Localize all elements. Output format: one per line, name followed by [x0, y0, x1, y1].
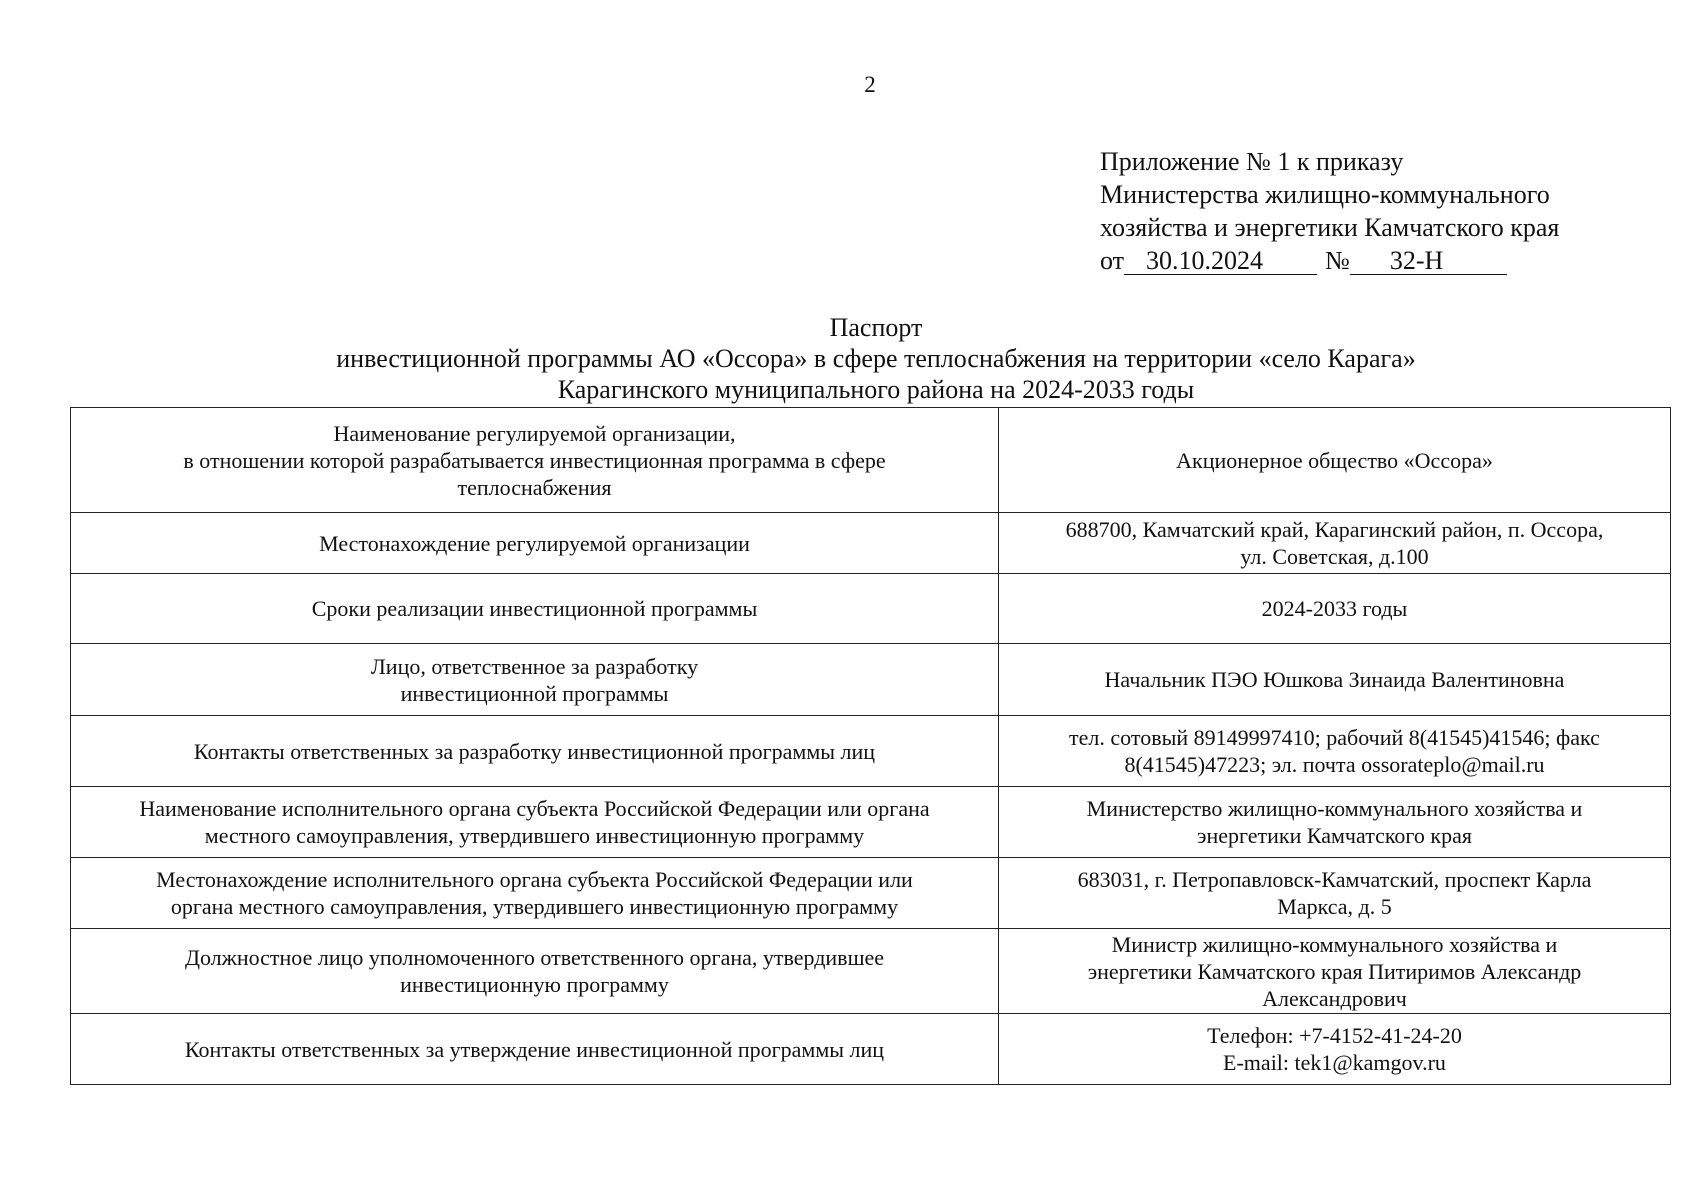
order-number: 32-Н [1350, 248, 1507, 275]
row-value: Министр жилищно-коммунального хозяйства и энергетики Камчатского края Питиримов Александр Александрович [999, 929, 1671, 1014]
row-value: 2024-2033 годы [999, 574, 1671, 644]
table-row [71, 574, 1671, 644]
title-line-1: Паспорт [829, 313, 923, 342]
row-label: Лицо, ответственное за разработку инвестиционной программы [71, 644, 999, 716]
row-label: Местонахождение регулируемой организации [71, 513, 999, 574]
title-line-3: Карагинского муниципального района на 2024-2033 годы [557, 375, 1195, 404]
row-label: Контакты ответственных за утверждение инвестиционной программы лиц [71, 1014, 999, 1085]
appendix-order-line [1100, 244, 1559, 277]
row-value: Министерство жилищно-коммунального хозяйства и энергетики Камчатского края [999, 787, 1671, 858]
document-title [0, 312, 1698, 405]
appendix-line-1: Приложение № 1 к приказу [1100, 147, 1404, 176]
order-date: 30.10.2024 [1124, 248, 1317, 275]
row-label: Сроки реализации инвестиционной программы [71, 574, 999, 644]
row-label: Наименование исполнительного органа субъекта Российской Федерации или органа местного самоуправления, утвердившего инвестиционную программу [71, 787, 999, 858]
row-value: Акционерное общество «Оссора» [999, 408, 1671, 513]
table-row [71, 513, 1671, 574]
row-value: 683031, г. Петропавловск-Камчатский, проспект Карла Маркса, д. 5 [999, 858, 1671, 929]
row-label: Должностное лицо уполномоченного ответственного органа, утвердившее инвестиционную программу [71, 929, 999, 1014]
table-row [71, 787, 1671, 858]
row-value: 688700, Камчатский край, Карагинский район, п. Оссора, ул. Советская, д.100 [999, 513, 1671, 574]
number-label: № [1325, 246, 1350, 275]
page-number: 2 [864, 72, 876, 97]
table-row [71, 408, 1671, 513]
table-row [71, 1014, 1671, 1085]
appendix-block [1100, 145, 1559, 277]
row-value: тел. сотовый 89149997410; рабочий 8(41545)41546; факс 8(41545)47223; эл. почта ossorateplo@mail.ru [999, 716, 1671, 787]
title-line-2: инвестиционной программы АО «Оссора» в сфере теплоснабжения на территории «село Карага» [336, 344, 1416, 373]
from-label: от [1100, 246, 1125, 275]
row-value: Начальник ПЭО Юшкова Зинаида Валентиновна [999, 644, 1671, 716]
table-row [71, 858, 1671, 929]
appendix-line-2: Министерства жилищно-коммунального [1100, 180, 1550, 209]
row-label: Наименование регулируемой организации, в отношении которой разрабатывается инвестиционная программа в сфере теплоснабжения [71, 408, 999, 513]
row-label: Местонахождение исполнительного органа субъекта Российской Федерации или органа местного самоуправления, утвердившего инвестиционную программу [71, 858, 999, 929]
table-row [71, 929, 1671, 1014]
table-row [71, 716, 1671, 787]
row-value: Телефон: +7-4152-41-24-20 E-mail: tek1@kamgov.ru [999, 1014, 1671, 1085]
table-row [71, 644, 1671, 716]
row-label: Контакты ответственных за разработку инвестиционной программы лиц [71, 716, 999, 787]
appendix-line-3: хозяйства и энергетики Камчатского края [1100, 213, 1560, 242]
passport-table [70, 407, 1671, 1085]
